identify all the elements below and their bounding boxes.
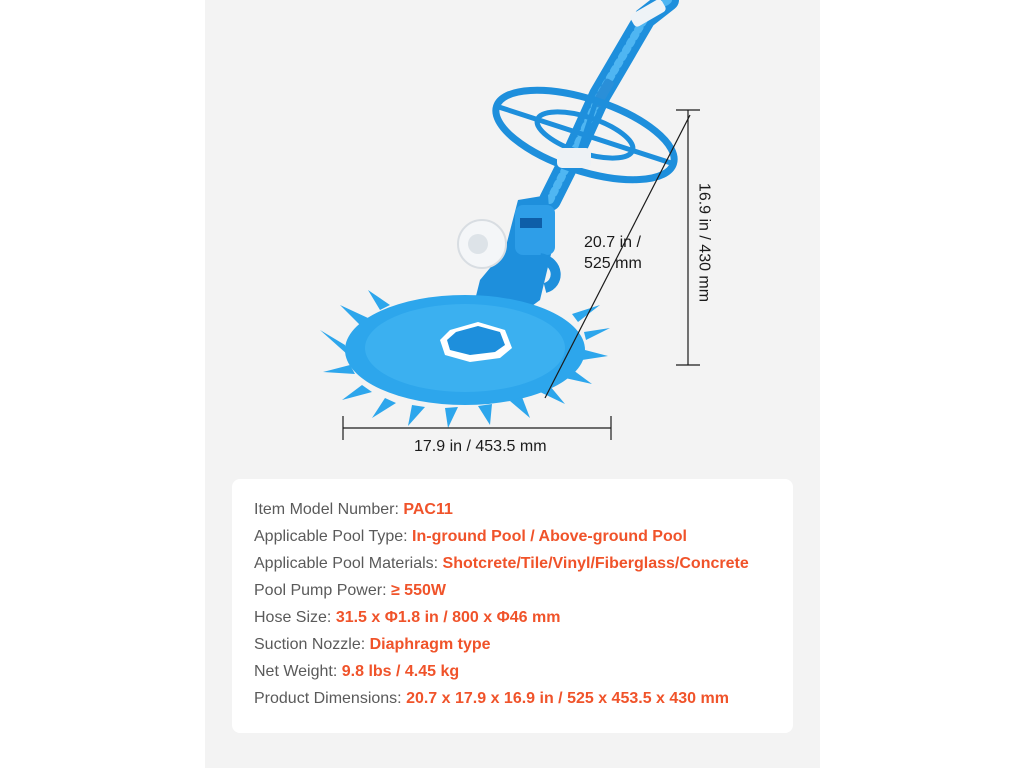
depth-dimension-line1: 20.7 in /	[584, 234, 641, 251]
spec-value: 9.8 lbs / 4.45 kg	[341, 663, 460, 680]
depth-dimension-label	[584, 232, 642, 274]
spec-value: Diaphragm type	[369, 636, 491, 653]
hose-connector	[557, 148, 591, 168]
cleaner-disc	[320, 290, 610, 428]
width-dimension-label: 17.9 in / 453.5 mm	[414, 438, 547, 455]
spec-value: PAC11	[403, 501, 453, 518]
pool-cleaner-image	[205, 0, 820, 470]
spec-value: 31.5 x Φ1.8 in / 800 x Φ46 mm	[335, 609, 561, 626]
spec-row-product-dimensions	[254, 689, 729, 709]
spec-value: Shotcrete/Tile/Vinyl/Fiberglass/Concrete	[442, 555, 749, 572]
spec-label: Applicable Pool Type:	[254, 528, 413, 545]
spec-value: ≥ 550W	[390, 582, 446, 599]
spec-row-net-weight	[254, 662, 459, 682]
spec-value: 20.7 x 17.9 x 16.9 in / 525 x 453.5 x 430 mm	[406, 690, 729, 707]
spec-label: Applicable Pool Materials:	[254, 555, 443, 572]
height-dimension-label: 16.9 in / 430 mm	[695, 182, 713, 303]
spec-card	[232, 479, 793, 733]
spec-label: Suction Nozzle:	[254, 636, 370, 653]
spec-row-pool-materials	[254, 554, 749, 574]
spec-label: Item Model Number:	[254, 501, 404, 518]
spec-row-hose-size	[254, 608, 560, 628]
spec-row-pool-type	[254, 527, 687, 547]
spec-value: In-ground Pool / Above-ground Pool	[412, 528, 687, 545]
spec-label: Pool Pump Power:	[254, 582, 391, 599]
spec-label: Hose Size:	[254, 609, 336, 626]
spec-row-pump-power	[254, 581, 446, 601]
spec-row-model	[254, 500, 453, 520]
spec-label: Net Weight:	[254, 663, 342, 680]
spec-label: Product Dimensions:	[254, 690, 407, 707]
depth-dimension-line2: 525 mm	[584, 255, 642, 272]
spec-row-suction-nozzle	[254, 635, 491, 655]
deflector-wheel	[485, 72, 684, 198]
